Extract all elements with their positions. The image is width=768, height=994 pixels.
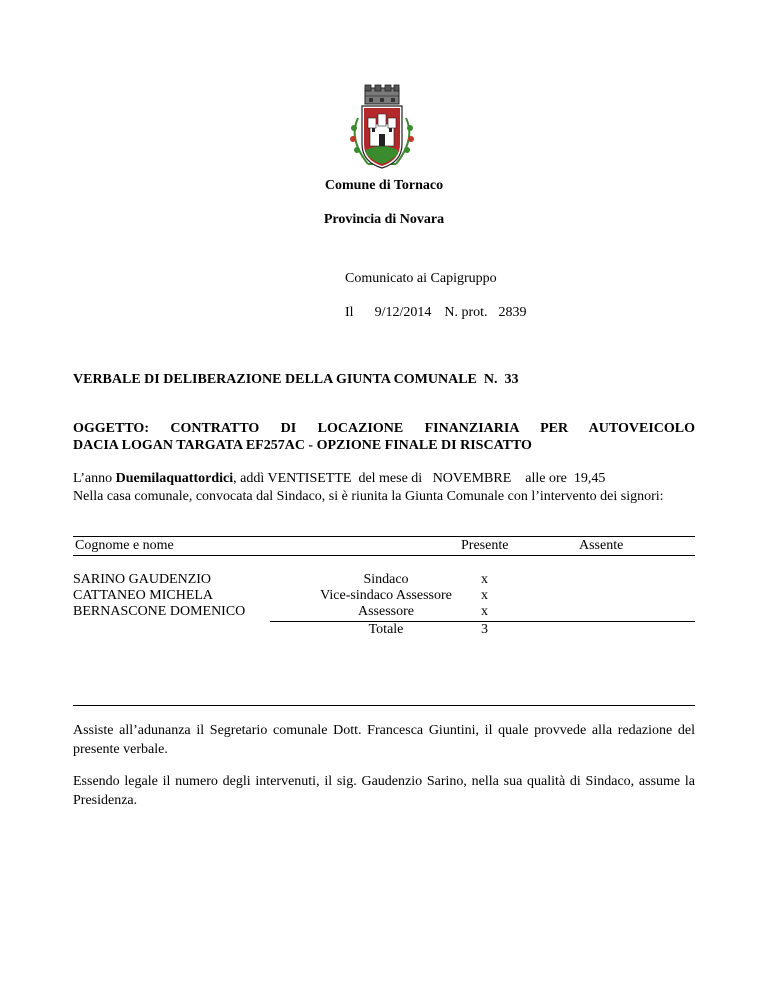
il-label: Il bbox=[345, 305, 354, 320]
year-word: Duemilaquattordici bbox=[115, 471, 234, 486]
total-label: Totale bbox=[368, 622, 404, 637]
intro-suffix: , addì VENTISETTE del mese di NOVEMBRE alle ore 19,45 bbox=[233, 471, 606, 486]
prot-number: 2839 bbox=[498, 305, 527, 320]
intro-prefix: L’anno bbox=[73, 471, 116, 486]
province-name: Provincia di Novara bbox=[323, 212, 445, 227]
oggetto-line-2: DACIA LOGAN TARGATA EF257AC - OPZIONE FINALE DI RISCATTO bbox=[73, 438, 532, 453]
assiste-paragraph: Assiste all’adunanza il Segretario comunale Dott. Francesca Giuntini, il quale provvede alla redazione del presente verbale. bbox=[73, 723, 695, 757]
comunicato-date: 9/12/2014 bbox=[374, 305, 432, 320]
header-name: Cognome e nome bbox=[75, 538, 174, 553]
oggetto-line-1: OGGETTO: CONTRATTO DI LOCAZIONE FINANZIARIA PER AUTOVEICOLO bbox=[73, 421, 695, 436]
header-present: Presente bbox=[461, 538, 509, 553]
municipality-name: Comune di Tornaco bbox=[324, 178, 444, 193]
member-present: x bbox=[481, 572, 488, 587]
member-name: SARINO GAUDENZIO bbox=[73, 572, 212, 587]
member-name: BERNASCONE DOMENICO bbox=[73, 604, 246, 619]
intro-line-1 bbox=[73, 471, 605, 487]
total-present: 3 bbox=[481, 622, 488, 637]
member-role: Sindaco bbox=[363, 572, 409, 587]
member-present: x bbox=[481, 588, 488, 603]
prot-label: N. prot. bbox=[444, 305, 488, 320]
intro-line-2: Nella casa comunale, convocata dal Sindaco, si è riunita la Giunta Comunale con l’intervento dei signori: bbox=[73, 489, 664, 504]
coat-of-arms-logo bbox=[328, 84, 436, 174]
member-name: CATTANEO MICHELA bbox=[73, 588, 214, 603]
comunicato-label: Comunicato ai Capigruppo bbox=[345, 271, 497, 286]
member-role: Vice-sindaco Assessore bbox=[320, 588, 452, 603]
table-bottom-rule bbox=[73, 705, 695, 706]
crown-icon bbox=[365, 85, 399, 104]
member-present: x bbox=[481, 604, 488, 619]
comunicato-date-line bbox=[345, 305, 527, 321]
table-top-rule bbox=[73, 536, 695, 537]
member-role: Assessore bbox=[358, 604, 414, 619]
header-absent: Assente bbox=[579, 538, 624, 553]
essendo-paragraph: Essendo legale il numero degli intervenuti, il sig. Gaudenzio Sarino, nella sua qualità di Sindaco, assume la Presidenza. bbox=[73, 774, 695, 808]
verbale-title: VERBALE DI DELIBERAZIONE DELLA GIUNTA COMUNALE N. 33 bbox=[73, 372, 519, 387]
table-header-rule bbox=[73, 555, 695, 556]
